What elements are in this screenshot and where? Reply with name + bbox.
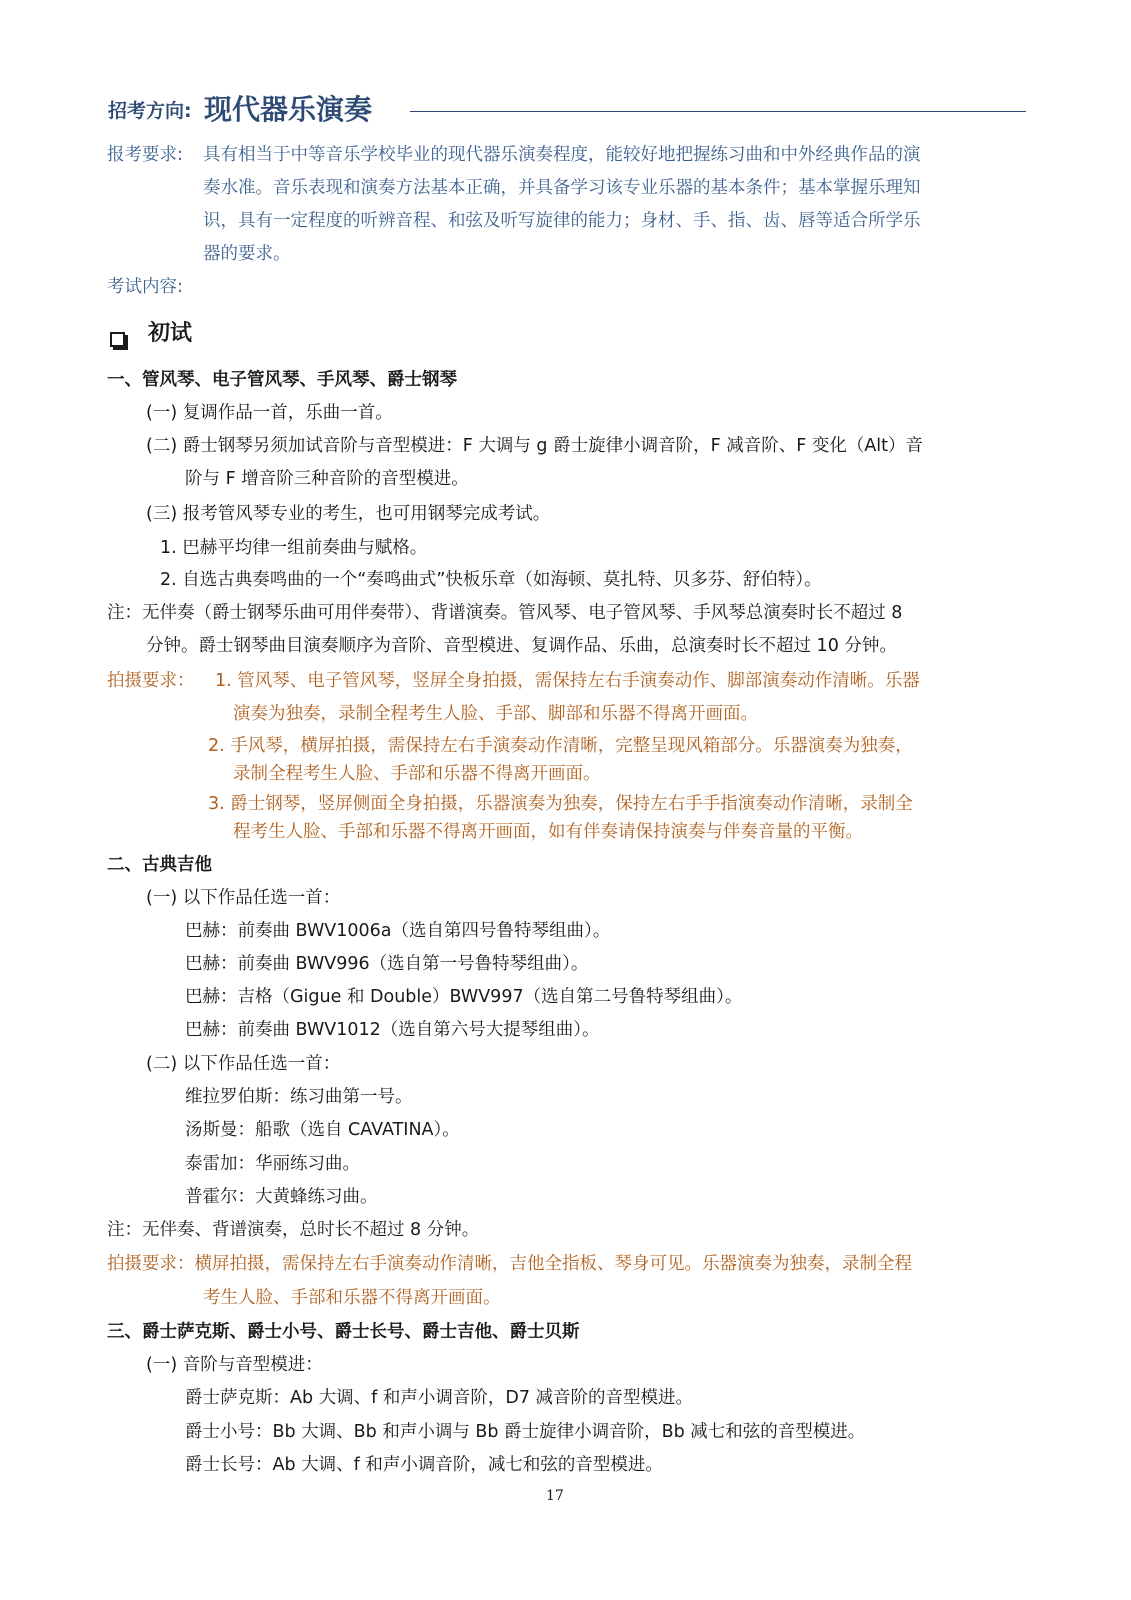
title-divider <box>410 111 1026 112</box>
list-item: 巴赫：前奏曲 BWV1012（选自第六号大提琴组曲）。 <box>185 1020 600 1040</box>
filming-line: 2. 手风琴，横屏拍摄，需保持左右手演奏动作清晰，完整呈现风箱部分。乐器演奏为独奏， <box>208 736 913 756</box>
list-item: 爵士小号：Bb 大调、Bb 和声小调与 Bb 爵士旋律小调音阶，Bb 减七和弦的音型模进。 <box>185 1422 866 1442</box>
section-heading: 一、管风琴、电子管风琴、手风琴、爵士钢琴 <box>107 370 457 390</box>
filming-line: 录制全程考生人脸、手部和乐器不得离开画面。 <box>233 764 601 784</box>
list-item: 维拉罗伯斯：练习曲第一号。 <box>185 1087 413 1107</box>
list-item: 1. 巴赫平均律一组前奏曲与赋格。 <box>160 538 428 558</box>
list-item: 巴赫：吉格（Gigue 和 Double）BWV997（选自第二号鲁特琴组曲）。 <box>185 987 743 1007</box>
section-heading: 三、爵士萨克斯、爵士小号、爵士长号、爵士吉他、爵士贝斯 <box>107 1322 580 1342</box>
group-label: (二) 以下作品任选一首： <box>146 1054 341 1074</box>
requirements-label: 报考要求: <box>107 145 183 165</box>
filming-line: 3. 爵士钢琴，竖屏侧面全身拍摄，乐器演奏为独奏，保持左右手手指演奏动作清晰，录制全 <box>208 794 913 814</box>
list-item: 2. 自选古典奏鸣曲的一个“奏鸣曲式”快板乐章（如海顿、莫扎特、贝多芬、舒伯特）。 <box>160 570 822 590</box>
list-item: 泰雷加：华丽练习曲。 <box>185 1154 360 1174</box>
checkbox-icon <box>110 332 125 347</box>
requirements-line: 具有相当于中等音乐学校毕业的现代器乐演奏程度，能较好地把握练习曲和中外经典作品的演 <box>203 145 921 165</box>
list-item: 爵士萨克斯：Ab 大调、f 和声小调音阶，D7 减音阶的音型模进。 <box>185 1388 694 1408</box>
group-label: (一) 以下作品任选一首： <box>146 888 341 908</box>
filming-line: 考生人脸、手部和乐器不得离开画面。 <box>203 1288 501 1308</box>
note-line: 注：无伴奏（爵士钢琴乐曲可用伴奏带）、背谱演奏。管风琴、电子管风琴、手风琴总演奏时长不超过 8 <box>107 603 903 623</box>
requirements-line: 器的要求。 <box>203 244 291 264</box>
list-item: 阶与 F 增音阶三种音阶的音型模进。 <box>185 469 469 489</box>
requirements-line: 奏水准。音乐表现和演奏方法基本正确，并具备学习该专业乐器的基本条件；基本掌握乐理知 <box>203 178 921 198</box>
filming-line: 演奏为独奏，录制全程考生人脸、手部、脚部和乐器不得离开画面。 <box>233 704 758 724</box>
filming-line: 拍摄要求：横屏拍摄，需保持左右手演奏动作清晰，吉他全指板、琴身可见。乐器演奏为独奏，录制全程 <box>107 1254 912 1274</box>
list-item: (一) 复调作品一首，乐曲一首。 <box>146 403 393 423</box>
list-item: 爵士长号：Ab 大调、f 和声小调音阶，减七和弦的音型模进。 <box>185 1455 663 1475</box>
page-title: 现代器乐演奏 <box>204 93 373 126</box>
requirements-line: 识，具有一定程度的听辨音程、和弦及听写旋律的能力；身材、手、指、齿、唇等适合所学乐 <box>203 211 921 231</box>
filming-label: 拍摄要求： <box>107 671 195 691</box>
list-item: (二) 爵士钢琴另须加试音阶与音型模进：F 大调与 g 爵士旋律小调音阶，F 减音阶、F 变化（Alt）音 <box>146 436 924 456</box>
filming-line: 程考生人脸、手部和乐器不得离开画面，如有伴奏请保持演奏与伴奏音量的平衡。 <box>233 822 863 842</box>
list-item: 巴赫：前奏曲 BWV1006a（选自第四号鲁特琴组曲）。 <box>185 921 611 941</box>
filming-line: 1. 管风琴、电子管风琴，竖屏全身拍摄，需保持左右手演奏动作、脚部演奏动作清晰。乐器 <box>215 671 920 691</box>
note-line: 分钟。爵士钢琴曲目演奏顺序为音阶、音型模进、复调作品、乐曲，总演奏时长不超过 10 分钟。 <box>146 636 897 656</box>
exam-content-label: 考试内容: <box>107 277 183 297</box>
note-line: 注：无伴奏、背谱演奏，总时长不超过 8 分钟。 <box>107 1220 480 1240</box>
page-number: 17 <box>546 1488 564 1504</box>
preliminary-heading: 初试 <box>148 321 193 346</box>
list-item: 普霍尔：大黄蜂练习曲。 <box>185 1187 378 1207</box>
group-label: (一) 音阶与音型模进： <box>146 1355 323 1375</box>
direction-label: 招考方向: <box>108 100 192 122</box>
section-heading: 二、古典吉他 <box>107 855 212 875</box>
list-item: (三) 报考管风琴专业的考生，也可用钢琴完成考试。 <box>146 504 551 524</box>
list-item: 巴赫：前奏曲 BWV996（选自第一号鲁特琴组曲）。 <box>185 954 589 974</box>
list-item: 汤斯曼：船歌（选自 CAVATINA）。 <box>185 1120 460 1140</box>
